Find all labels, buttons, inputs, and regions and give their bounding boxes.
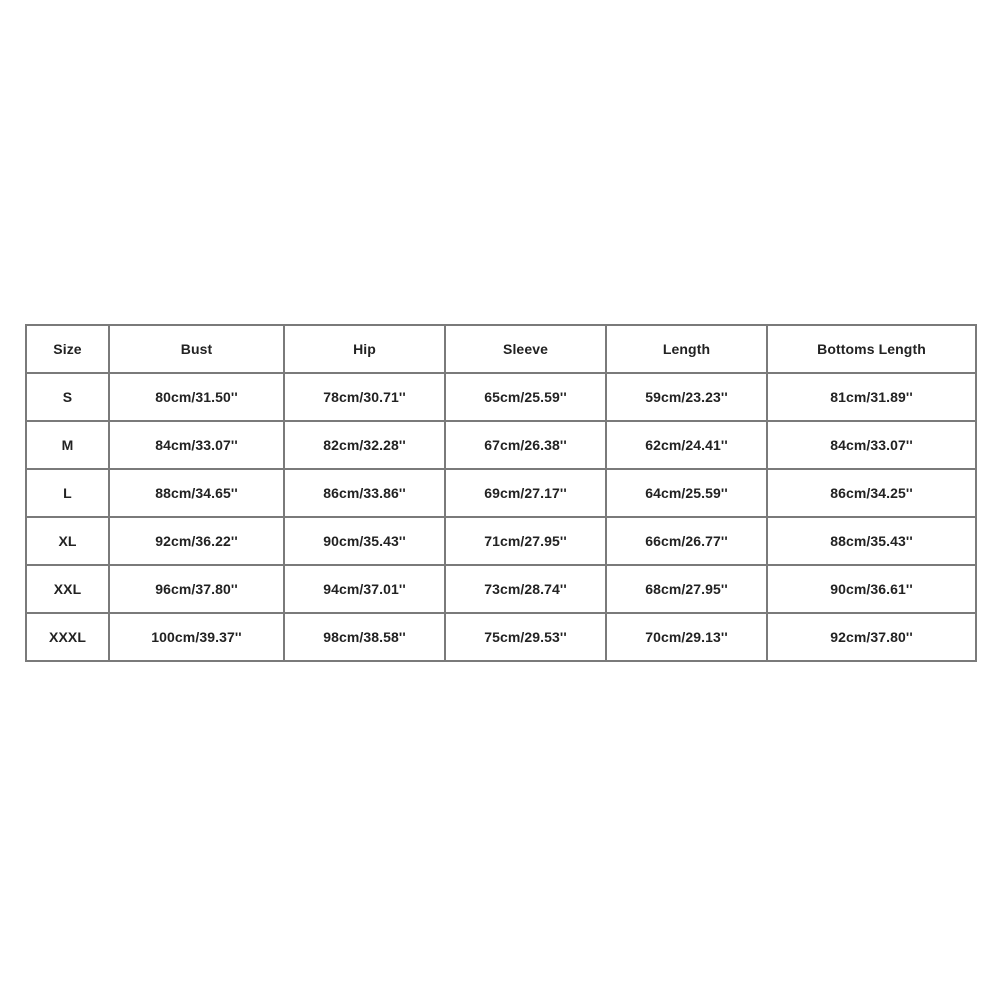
cell-hip: 78cm/30.71'' — [284, 373, 445, 421]
cell-bottoms-length: 88cm/35.43'' — [767, 517, 976, 565]
cell-sleeve: 67cm/26.38'' — [445, 421, 606, 469]
size-chart-table — [25, 324, 977, 662]
cell-size: XXXL — [26, 613, 109, 661]
cell-bust: 92cm/36.22'' — [109, 517, 284, 565]
cell-length: 70cm/29.13'' — [606, 613, 767, 661]
cell-size: XXL — [26, 565, 109, 613]
cell-bust: 100cm/39.37'' — [109, 613, 284, 661]
cell-length: 59cm/23.23'' — [606, 373, 767, 421]
header-hip: Hip — [284, 325, 445, 373]
cell-bottoms-length: 90cm/36.61'' — [767, 565, 976, 613]
cell-sleeve: 71cm/27.95'' — [445, 517, 606, 565]
cell-bottoms-length: 81cm/31.89'' — [767, 373, 976, 421]
table-header-row — [26, 325, 976, 373]
header-length: Length — [606, 325, 767, 373]
cell-hip: 98cm/38.58'' — [284, 613, 445, 661]
cell-length: 64cm/25.59'' — [606, 469, 767, 517]
cell-bust: 96cm/37.80'' — [109, 565, 284, 613]
cell-length: 66cm/26.77'' — [606, 517, 767, 565]
cell-bottoms-length: 92cm/37.80'' — [767, 613, 976, 661]
cell-size: M — [26, 421, 109, 469]
header-sleeve: Sleeve — [445, 325, 606, 373]
cell-size: XL — [26, 517, 109, 565]
table-row — [26, 613, 976, 661]
cell-length: 62cm/24.41'' — [606, 421, 767, 469]
table-row — [26, 421, 976, 469]
cell-bust: 80cm/31.50'' — [109, 373, 284, 421]
header-bust: Bust — [109, 325, 284, 373]
cell-bust: 88cm/34.65'' — [109, 469, 284, 517]
cell-bottoms-length: 86cm/34.25'' — [767, 469, 976, 517]
cell-hip: 94cm/37.01'' — [284, 565, 445, 613]
table-row — [26, 373, 976, 421]
cell-hip: 86cm/33.86'' — [284, 469, 445, 517]
header-size: Size — [26, 325, 109, 373]
cell-hip: 90cm/35.43'' — [284, 517, 445, 565]
header-bottoms-length: Bottoms Length — [767, 325, 976, 373]
cell-sleeve: 73cm/28.74'' — [445, 565, 606, 613]
cell-length: 68cm/27.95'' — [606, 565, 767, 613]
cell-sleeve: 69cm/27.17'' — [445, 469, 606, 517]
cell-bust: 84cm/33.07'' — [109, 421, 284, 469]
cell-size: S — [26, 373, 109, 421]
table-row — [26, 469, 976, 517]
cell-bottoms-length: 84cm/33.07'' — [767, 421, 976, 469]
cell-hip: 82cm/32.28'' — [284, 421, 445, 469]
cell-sleeve: 75cm/29.53'' — [445, 613, 606, 661]
table-row — [26, 565, 976, 613]
cell-size: L — [26, 469, 109, 517]
table-row — [26, 517, 976, 565]
cell-sleeve: 65cm/25.59'' — [445, 373, 606, 421]
